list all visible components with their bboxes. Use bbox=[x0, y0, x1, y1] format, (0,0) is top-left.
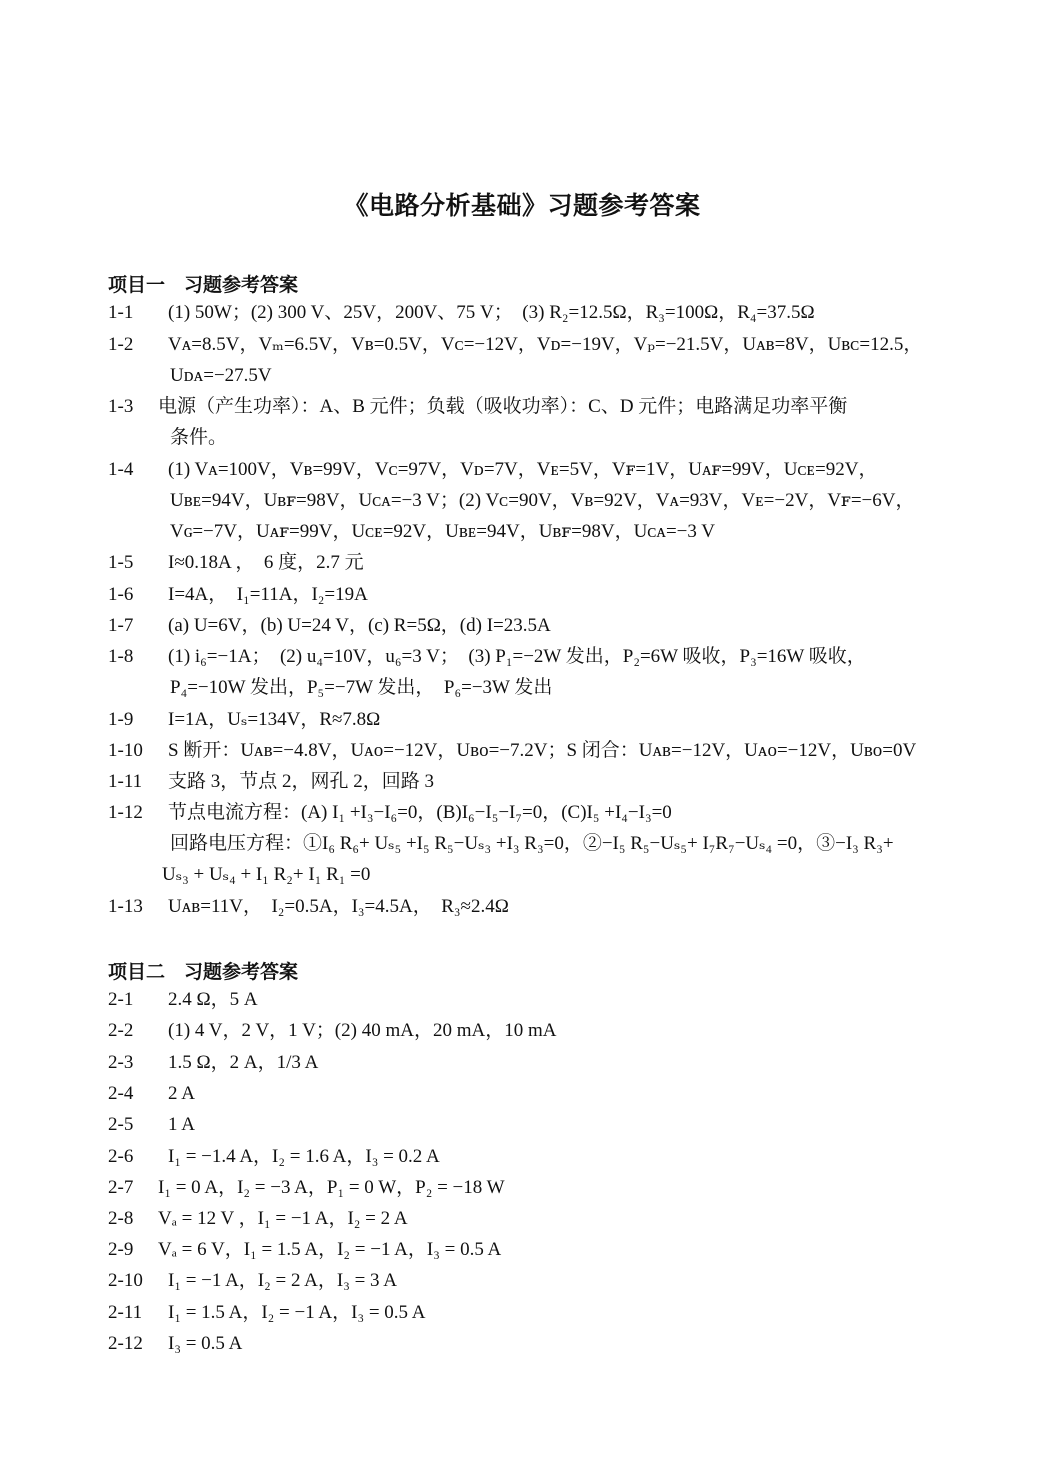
item-answer: (1) i₆=−1A； (2) u₄=10V，u₆=3 V； (3) P₁=−2W 发出，P₂=6W 吸收，P₃=16W 吸收， bbox=[168, 646, 866, 667]
section-heading-project-1: 项目一 习题参考答案 bbox=[108, 274, 299, 296]
item-answer: (a) U=6V，(b) U=24 V，(c) R=5Ω，(d) I=23.5A bbox=[168, 615, 551, 636]
item-answer: 节点电流方程：(A) I₁ +I₃−I₆=0，(B)I₆−I₅−I₇=0，(C)I₅ +I₄−I₃=0 bbox=[168, 802, 672, 823]
item-number: 1-1 bbox=[108, 302, 134, 323]
item-answer: 2.4 Ω，5 A bbox=[168, 989, 258, 1010]
item-answer-continuation: 回路电压方程：①I₆ R₆+ Uₛ₅ +I₅ R₅−Uₛ₃ +I₃ R₃=0，②−I₅ R₅−Uₛ₅+ I₇R₇−Uₛ₄ =0，③−I₃ R₃+ bbox=[170, 833, 894, 854]
item-number: 1-8 bbox=[108, 646, 134, 667]
item-number: 1-12 bbox=[108, 802, 143, 823]
item-answer: Vᴀ=8.5V，Vₘ=6.5V，Vʙ=0.5V，Vᴄ=−12V，Vᴅ=−19V，Vₚ=−21.5V，Uᴀʙ=8V，Uʙᴄ=12.5， bbox=[168, 334, 923, 355]
item-answer: I≈0.18A ， 6 度，2.7 元 bbox=[168, 552, 364, 573]
item-number: 1-7 bbox=[108, 615, 134, 636]
item-answer: (1) Vᴀ=100V，Vʙ=99V，Vᴄ=97V，Vᴅ=7V，Vᴇ=5V，Vꜰ=1V，Uᴀꜰ=99V，Uᴄᴇ=92V， bbox=[168, 459, 878, 480]
item-number: 1-11 bbox=[108, 771, 143, 792]
item-answer: S 断开：Uᴀʙ=−4.8V，Uᴀᴏ=−12V，Uʙᴏ=−7.2V；S 闭合：Uᴀʙ=−12V，Uᴀᴏ=−12V，Uʙᴏ=0V bbox=[168, 740, 917, 761]
item-number: 2-12 bbox=[108, 1333, 143, 1354]
item-answer: I₁ = 1.5 A，I₂ = −1 A，I₃ = 0.5 A bbox=[168, 1302, 426, 1323]
item-answer-continuation: 条件。 bbox=[170, 427, 228, 448]
item-answer: Uᴀʙ=11V， I₂=0.5A，I₃=4.5A， R₃≈2.4Ω bbox=[168, 896, 509, 917]
item-number: 1-3 bbox=[108, 396, 134, 417]
item-number: 2-4 bbox=[108, 1083, 134, 1104]
item-number: 2-8 bbox=[108, 1208, 134, 1229]
item-answer: (1) 50W；(2) 300 V、25V，200V、75 V； (3) R₂=12.5Ω，R₃=100Ω，R₄=37.5Ω bbox=[168, 302, 815, 323]
item-answer: I₁ = −1.4 A，I₂ = 1.6 A，I₃ = 0.2 A bbox=[168, 1146, 440, 1167]
item-answer-continuation: P₄=−10W 发出，P₅=−7W 发出， P₆=−3W 发出 bbox=[170, 677, 553, 698]
item-answer: I₁ = 0 A，I₂ = −3 A，P₁ = 0 W，P₂ = −18 W bbox=[158, 1177, 505, 1198]
item-number: 2-1 bbox=[108, 989, 134, 1010]
item-answer: (1) 4 V，2 V，1 V；(2) 40 mA，20 mA，10 mA bbox=[168, 1020, 557, 1041]
item-answer-continuation: Vɢ=−7V，Uᴀꜰ=99V，Uᴄᴇ=92V，Uʙᴇ=94V，Uʙꜰ=98V，Uᴄᴀ=−3 V bbox=[170, 521, 716, 542]
item-number: 2-10 bbox=[108, 1270, 143, 1291]
item-answer-continuation: Uₛ₃ + Uₛ₄ + I₁ R₂+ I₁ R₁ =0 bbox=[162, 864, 371, 885]
item-answer: I₃ = 0.5 A bbox=[168, 1333, 243, 1354]
item-number: 1-6 bbox=[108, 584, 134, 605]
item-answer-continuation: Uʙᴇ=94V，Uʙꜰ=98V，Uᴄᴀ=−3 V；(2) Vᴄ=90V，Vʙ=92V，Vᴀ=93V，Vᴇ=−2V，Vꜰ=−6V， bbox=[170, 490, 915, 511]
item-answer: 支路 3，节点 2，网孔 2，回路 3 bbox=[168, 771, 435, 792]
item-answer: 电源（产生功率）：A、B 元件；负载（吸收功率）：C、D 元件；电路满足功率平衡 bbox=[158, 396, 848, 417]
item-answer: I=1A，Uₛ=134V，R≈7.8Ω bbox=[168, 709, 381, 730]
section-heading-project-2: 项目二 习题参考答案 bbox=[108, 961, 299, 983]
item-number: 1-10 bbox=[108, 740, 143, 761]
item-number: 2-11 bbox=[108, 1302, 143, 1323]
item-number: 1-9 bbox=[108, 709, 134, 730]
item-answer: Vₐ = 12 V ，I₁ = −1 A，I₂ = 2 A bbox=[158, 1208, 408, 1229]
item-number: 1-5 bbox=[108, 552, 134, 573]
item-answer: I₁ = −1 A，I₂ = 2 A，I₃ = 3 A bbox=[168, 1270, 397, 1291]
item-answer: 1 A bbox=[168, 1114, 195, 1135]
item-answer: I=4A， I₁=11A，I₂=19A bbox=[168, 584, 368, 605]
item-number: 1-2 bbox=[108, 334, 134, 355]
item-number: 1-13 bbox=[108, 896, 143, 917]
item-answer: 1.5 Ω，2 A，1/3 A bbox=[168, 1052, 319, 1073]
item-number: 2-9 bbox=[108, 1239, 134, 1260]
item-number: 2-7 bbox=[108, 1177, 134, 1198]
item-answer: 2 A bbox=[168, 1083, 195, 1104]
item-number: 2-6 bbox=[108, 1146, 134, 1167]
item-answer-continuation: Uᴅᴀ=−27.5V bbox=[170, 365, 272, 386]
document-title: 《电路分析基础》习题参考答案 bbox=[343, 191, 701, 220]
item-number: 2-3 bbox=[108, 1052, 134, 1073]
item-number: 2-2 bbox=[108, 1020, 134, 1041]
item-answer: Vₐ = 6 V，I₁ = 1.5 A，I₂ = −1 A，I₃ = 0.5 A bbox=[158, 1239, 502, 1260]
item-number: 2-5 bbox=[108, 1114, 134, 1135]
item-number: 1-4 bbox=[108, 459, 134, 480]
